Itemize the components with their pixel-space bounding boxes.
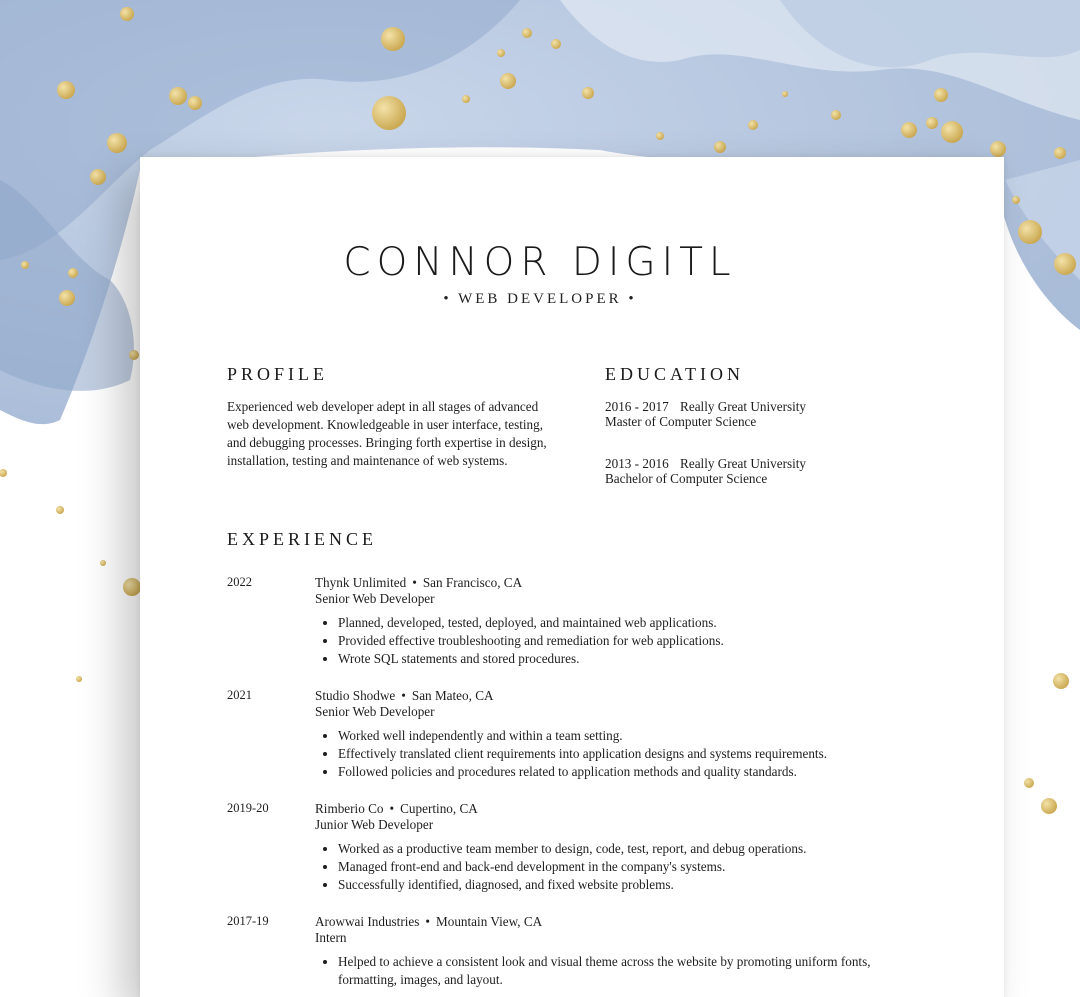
profile-text: Experienced web developer adept in all stages of advanced web development. Knowledgeable in user interface, testing, and debugging processes. Bringing forth expertise in design, installation, testing and maintenance of web systems. (227, 399, 547, 468)
job-bullet: • Worked well independently and within a team setting. (338, 727, 827, 745)
job-bullet: • Successfully identified, diagnosed, and fixed website problems. (338, 876, 806, 894)
profile-heading: PROFILE (227, 364, 329, 384)
job-location: Cupertino, CA (400, 801, 478, 816)
job-company: Studio Shodwe (315, 688, 396, 703)
education-degree: Master of Computer Science (605, 414, 757, 429)
job-bullet: • Wrote SQL statements and stored procedures. (338, 650, 724, 668)
job-bullet: • Effectively translated client requirements into application designs and systems requirements. (338, 745, 827, 763)
job-company: Arowwai Industries (315, 914, 420, 929)
job-role: Intern (315, 929, 347, 945)
job-bullet: • Planned, developed, tested, deployed, and maintained web applications. (338, 614, 724, 632)
job-bullets (323, 727, 827, 781)
resume-name: CONNOR DIGITL (343, 240, 737, 285)
job-role: Senior Web Developer (315, 590, 435, 606)
job-year: 2017-19 (227, 914, 269, 928)
resume-title: • WEB DEVELOPER • (443, 291, 637, 307)
job-company-line: Arowwai Industries • Mountain View, CA Intern (315, 914, 543, 945)
job-year: 2019-20 (227, 801, 269, 815)
job-bullet: • Followed policies and procedures related to application methods and quality standards. (338, 763, 827, 781)
job-bullet: • Helped to achieve a consistent look and visual theme across the website by promoting uniform fonts, formatting, images, and layout. (338, 953, 898, 989)
job-company-line: Rimberio Co • Cupertino, CA Junior Web Developer (315, 801, 478, 832)
job-year: 2021 (227, 688, 252, 702)
job-bullets (323, 614, 724, 668)
job-bullet: • Provided effective troubleshooting and remediation for web applications. (338, 632, 724, 650)
job-year: 2022 (227, 575, 252, 589)
job-bullet: • Managed front-end and back-end development in the company's systems. (338, 858, 806, 876)
education-heading: EDUCATION (605, 364, 744, 384)
education-entry-2 (605, 456, 806, 472)
education-years: 2016 - 2017 (605, 399, 669, 414)
job-location: San Mateo, CA (411, 688, 494, 703)
job-role: Junior Web Developer (315, 816, 434, 832)
job-location: San Francisco, CA (422, 575, 523, 590)
job-role: Senior Web Developer (315, 703, 435, 719)
job-location: Mountain View, CA (436, 914, 543, 929)
education-years: 2013 - 2016 (605, 456, 669, 471)
job-bullets (323, 953, 898, 989)
education-school: Really Great University (680, 456, 807, 471)
job-company: Thynk Unlimited (315, 575, 407, 590)
education-entry-1 (605, 399, 806, 415)
job-bullets (323, 840, 806, 894)
job-company-line: Thynk Unlimited • San Francisco, CA Senior Web Developer (315, 575, 523, 606)
job-company-line: Studio Shodwe • San Mateo, CA Senior Web Developer (315, 688, 494, 719)
job-bullet: • Worked as a productive team member to design, code, test, report, and debug operations. (338, 840, 806, 858)
education-school: Really Great University (680, 399, 807, 414)
experience-heading: EXPERIENCE (227, 529, 377, 549)
education-degree: Bachelor of Computer Science (605, 471, 768, 486)
job-company: Rimberio Co (315, 801, 384, 816)
